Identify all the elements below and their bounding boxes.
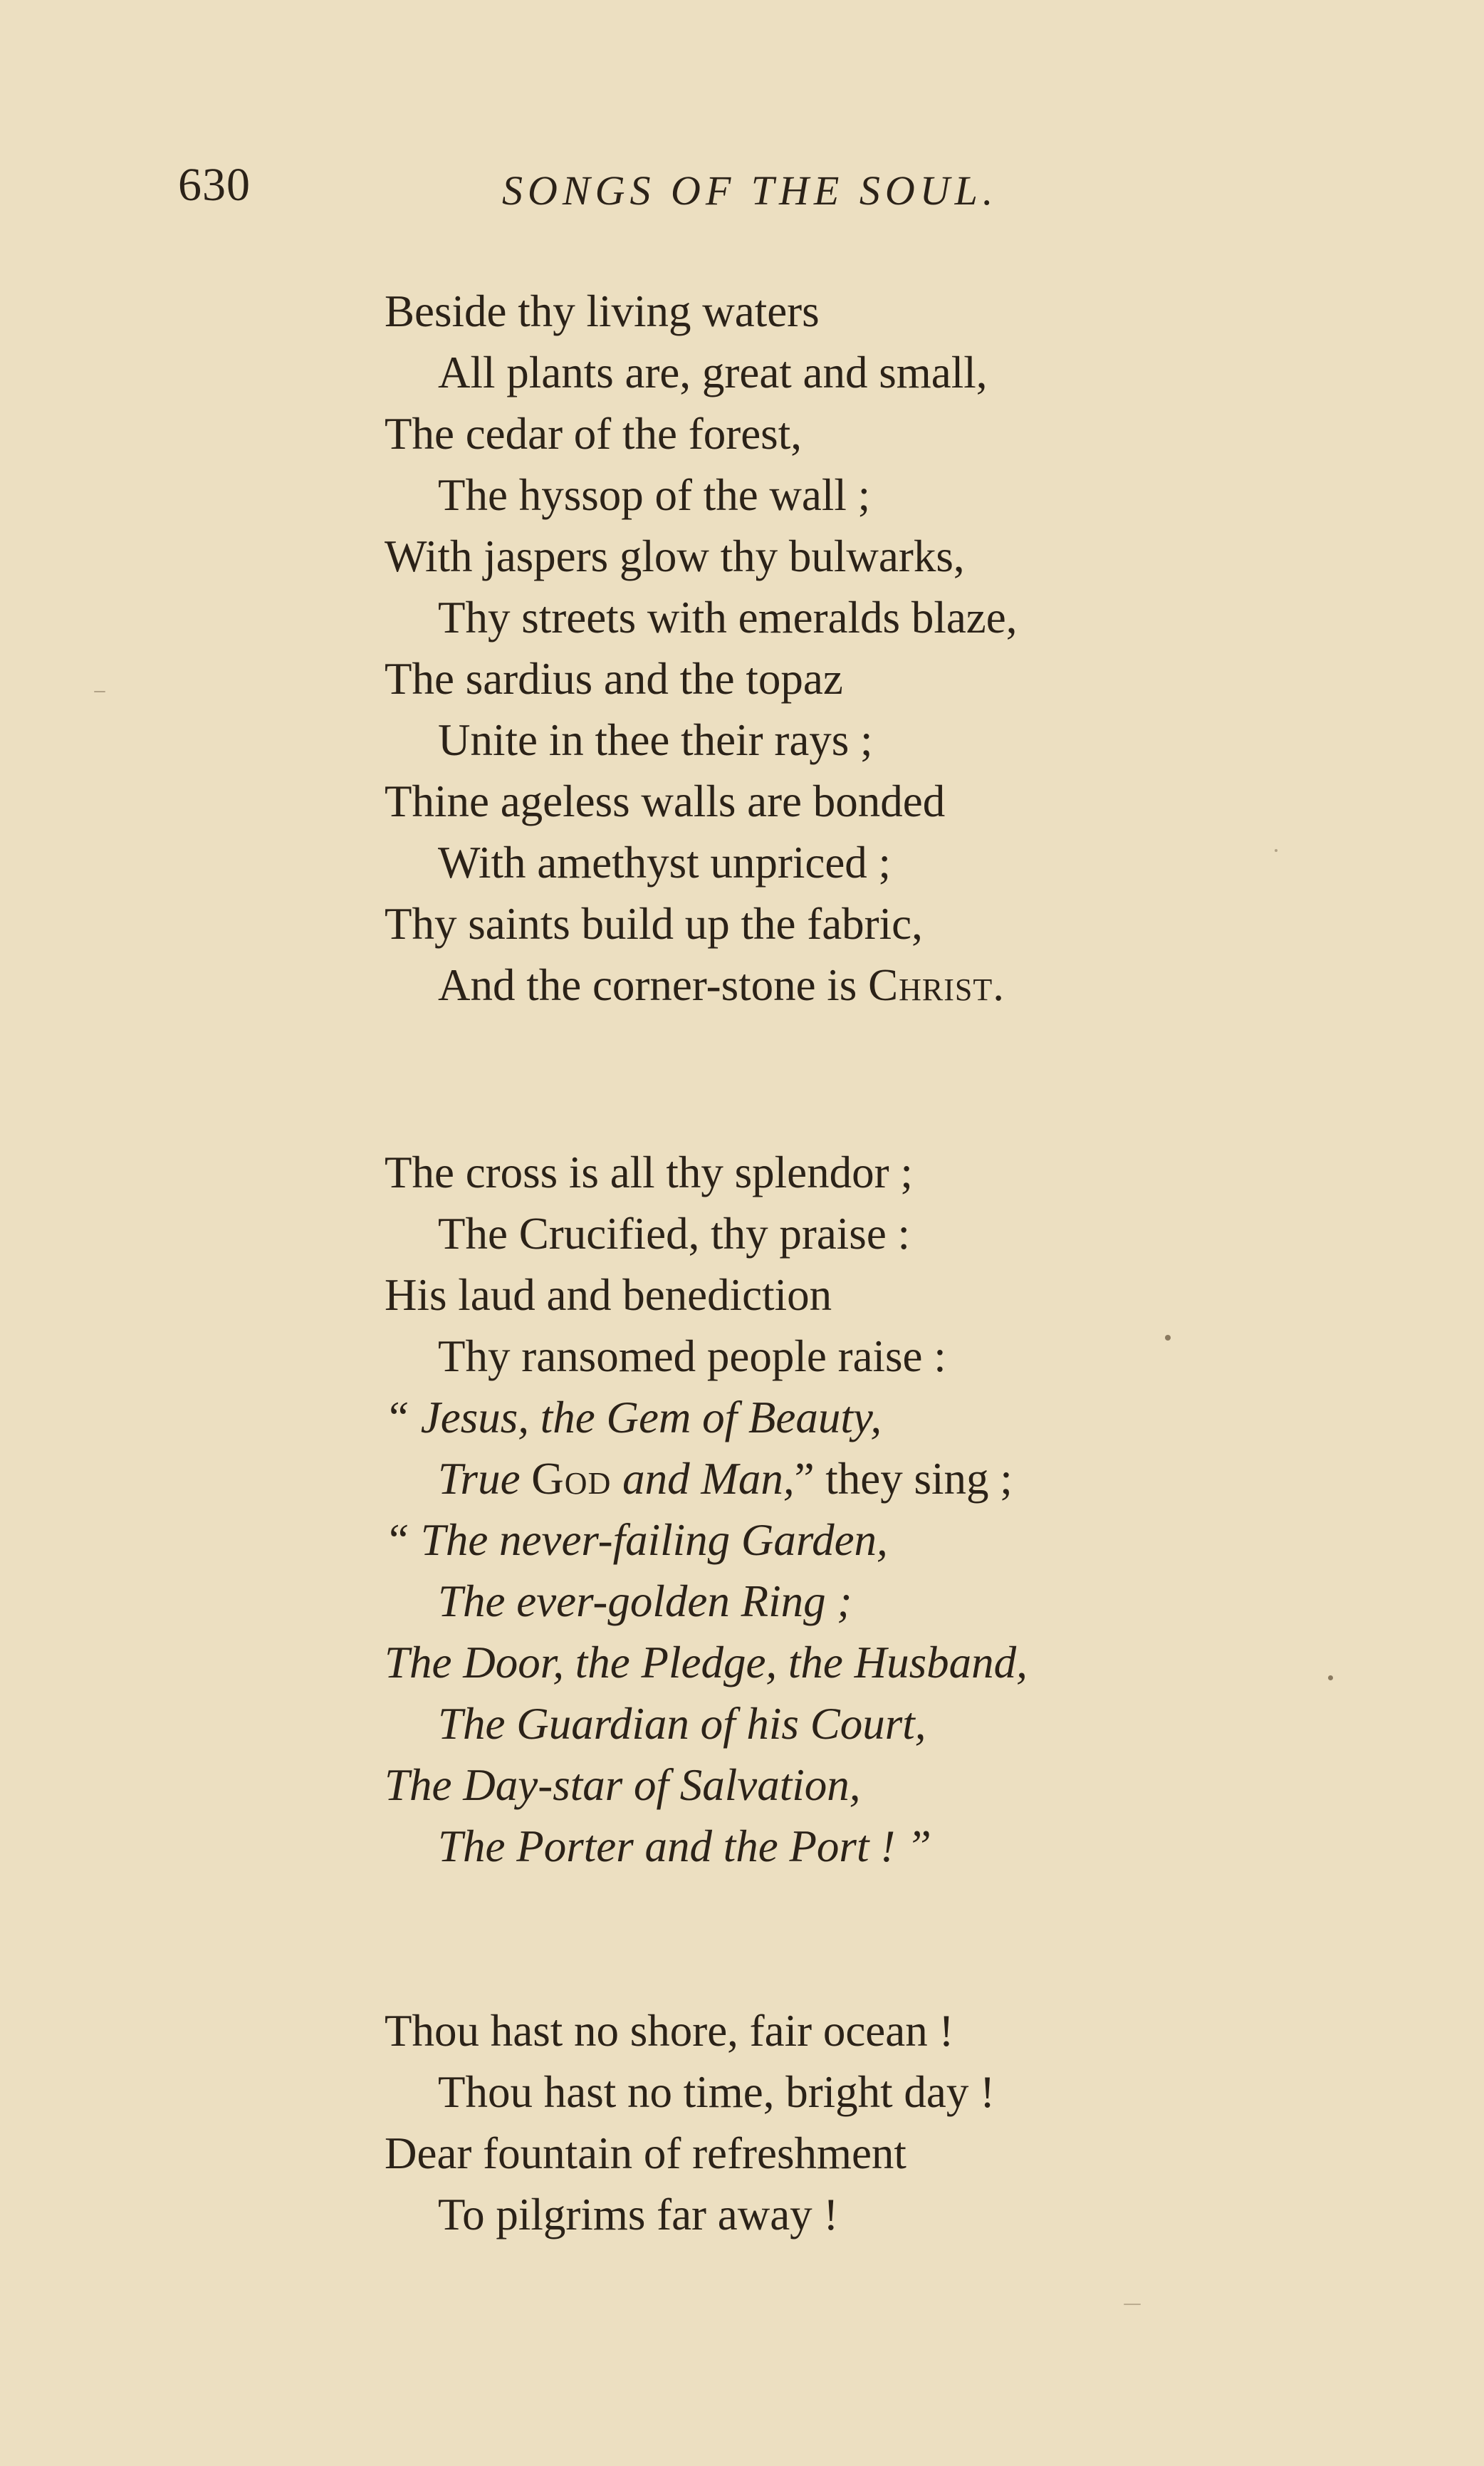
poem-line: All plants are, great and small,	[438, 348, 988, 397]
poem-fragment: ” they sing ;	[794, 1454, 1013, 1504]
poem-line: With jaspers glow thy bulwarks,	[385, 531, 965, 581]
poem-line: Thy saints build up the fabric,	[385, 899, 923, 949]
running-head: SONGS OF THE SOUL.	[502, 167, 998, 214]
stanza-1	[385, 281, 1239, 1016]
stanza-3	[385, 2000, 1239, 2245]
poem-line: Thy ransomed people raise :	[438, 1331, 946, 1381]
paper-speck	[1165, 1335, 1171, 1341]
poem-line-italic: The Porter and the Port ! ”	[438, 1821, 931, 1871]
poem-line-italic: The Door, the Pledge, the Husband,	[385, 1638, 1028, 1687]
poem-line: The sardius and the topaz	[385, 654, 843, 704]
poem-line-italic: “ The never-failing Garden,	[385, 1515, 888, 1565]
poem-line: The hyssop of the wall ;	[438, 470, 871, 520]
stanza-2	[385, 1142, 1239, 1877]
poem-line: Thou hast no time, bright day !	[438, 2067, 996, 2117]
paper-speck	[94, 691, 105, 692]
poem-line: With amethyst unpriced ;	[438, 838, 892, 888]
poem-line: The cedar of the forest,	[385, 409, 802, 459]
god-small-caps: God	[531, 1454, 612, 1504]
christ-small-caps: Christ.	[868, 960, 1005, 1010]
poem-line-italic: The ever-golden Ring ;	[438, 1576, 852, 1626]
poem-line-italic: “ Jesus, the Gem of Beauty,	[385, 1393, 882, 1442]
paper-speck	[1275, 849, 1277, 852]
poem-line: Thine ageless walls are bonded	[385, 776, 946, 826]
poem-line: The Crucified, thy praise :	[438, 1209, 911, 1259]
poem-line: His laud and benediction	[385, 1270, 832, 1320]
poem-line: Dear fountain of refreshment	[385, 2128, 906, 2178]
poem-line: Thou hast no shore, fair ocean !	[385, 2006, 954, 2056]
poem-line: Unite in thee their rays ;	[438, 715, 873, 765]
poem-line: The cross is all thy splendor ;	[385, 1148, 913, 1197]
poem-line: To pilgrims far away !	[438, 2190, 839, 2239]
poem-fragment: and Man,	[622, 1454, 795, 1504]
poem-line-italic: The Day-star of Salvation,	[385, 1760, 861, 1810]
paper-speck	[1328, 1675, 1333, 1680]
paper-speck	[1124, 2304, 1141, 2305]
poem-fragment: True	[438, 1454, 521, 1504]
poem-line-final	[385, 954, 1239, 1016]
poem-line-italic: The Guardian of his Court,	[438, 1699, 926, 1749]
poem-line-text: And the corner-stone is	[438, 960, 869, 1010]
poem-line: Thy streets with emeralds blaze,	[438, 593, 1018, 642]
poem-line: Beside thy living waters	[385, 286, 820, 336]
page-number: 630	[178, 159, 251, 211]
poem-line-mixed	[385, 1448, 1239, 1509]
